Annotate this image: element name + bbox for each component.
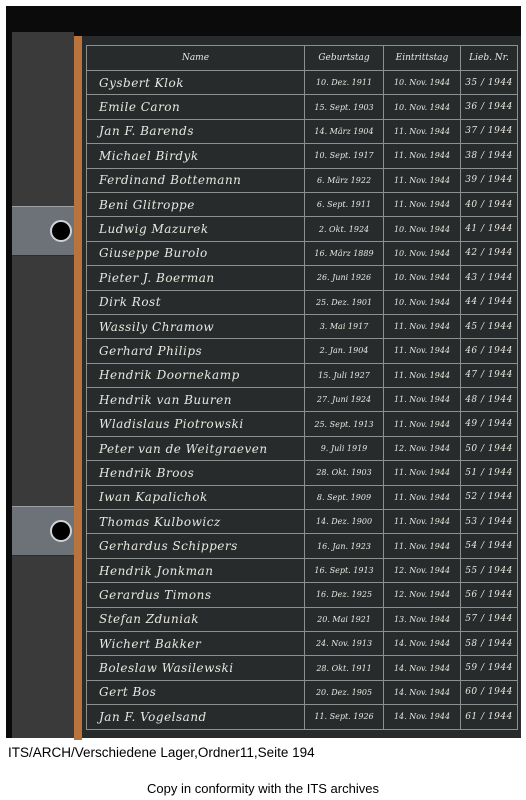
ledger-row — [87, 119, 518, 143]
cell-birth-date: 16. Dez. 1925 — [305, 583, 384, 607]
cell-birth-date: 14. März 1904 — [305, 119, 384, 143]
cell-entry-date: 11. Nov. 1944 — [384, 339, 461, 363]
cell-entry-date: 11. Nov. 1944 — [384, 485, 461, 509]
cell-entry-date: 14. Nov. 1944 — [384, 705, 461, 729]
cell-entry-date: 11. Nov. 1944 — [384, 534, 461, 558]
ledger-header-row — [87, 46, 518, 71]
cell-name: Gerardus Timons — [87, 583, 305, 607]
cell-list-number: 46 / 1944 — [461, 339, 518, 363]
cell-name: Gysbert Klok — [87, 71, 305, 95]
cell-name: Dirk Rost — [87, 290, 305, 314]
ledger-row — [87, 266, 518, 290]
cell-birth-date: 27. Juni 1924 — [305, 388, 384, 412]
cell-entry-date: 11. Nov. 1944 — [384, 388, 461, 412]
cell-name: Stefan Zduniak — [87, 607, 305, 631]
ledger-row — [87, 339, 518, 363]
cell-birth-date: 28. Okt. 1911 — [305, 656, 384, 680]
ledger-row — [87, 436, 518, 460]
cell-entry-date: 10. Nov. 1944 — [384, 241, 461, 265]
cell-entry-date: 10. Nov. 1944 — [384, 266, 461, 290]
document-scan — [6, 6, 521, 738]
cell-birth-date: 11. Sept. 1926 — [305, 705, 384, 729]
cell-name: Gerhardus Schippers — [87, 534, 305, 558]
cell-birth-date: 25. Dez. 1901 — [305, 290, 384, 314]
cell-entry-date: 10. Nov. 1944 — [384, 95, 461, 119]
cell-name: Hendrik Broos — [87, 461, 305, 485]
cell-name: Boleslaw Wasilewski — [87, 656, 305, 680]
cell-name: Gert Bos — [87, 680, 305, 704]
cell-name: Wichert Bakker — [87, 631, 305, 655]
cell-name: Iwan Kapalichok — [87, 485, 305, 509]
cell-name: Thomas Kulbowicz — [87, 510, 305, 534]
cell-list-number: 47 / 1944 — [461, 363, 518, 387]
cell-name: Beni Glitroppe — [87, 192, 305, 216]
cell-list-number: 40 / 1944 — [461, 192, 518, 216]
header-entry-date: Eintrittstag — [384, 46, 461, 71]
ledger-table — [86, 45, 518, 730]
ledger-row — [87, 412, 518, 436]
cell-entry-date: 11. Nov. 1944 — [384, 192, 461, 216]
cell-list-number: 52 / 1944 — [461, 485, 518, 509]
ledger-row — [87, 168, 518, 192]
cell-name: Hendrik Doornekamp — [87, 363, 305, 387]
cell-birth-date: 3. Mai 1917 — [305, 314, 384, 338]
cell-birth-date: 2. Jan. 1904 — [305, 339, 384, 363]
cell-list-number: 45 / 1944 — [461, 314, 518, 338]
cell-entry-date: 11. Nov. 1944 — [384, 314, 461, 338]
cell-name: Emile Caron — [87, 95, 305, 119]
ledger-sheet — [82, 36, 521, 738]
ledger-row — [87, 656, 518, 680]
punch-hole-icon — [50, 520, 72, 542]
cell-list-number: 51 / 1944 — [461, 461, 518, 485]
ledger-row — [87, 314, 518, 338]
cell-list-number: 60 / 1944 — [461, 680, 518, 704]
cell-birth-date: 25. Sept. 1913 — [305, 412, 384, 436]
cell-entry-date: 13. Nov. 1944 — [384, 607, 461, 631]
cell-entry-date: 10. Nov. 1944 — [384, 290, 461, 314]
cell-list-number: 50 / 1944 — [461, 436, 518, 460]
ledger-row — [87, 534, 518, 558]
cell-name: Wladislaus Piotrowski — [87, 412, 305, 436]
cell-birth-date: 10. Sept. 1917 — [305, 144, 384, 168]
cell-birth-date: 26. Juni 1926 — [305, 266, 384, 290]
cell-birth-date: 14. Dez. 1900 — [305, 510, 384, 534]
cell-name: Giuseppe Burolo — [87, 241, 305, 265]
punch-hole-icon — [50, 220, 72, 242]
cell-birth-date: 2. Okt. 1924 — [305, 217, 384, 241]
ledger-row — [87, 290, 518, 314]
ledger-row — [87, 583, 518, 607]
cell-entry-date: 11. Nov. 1944 — [384, 461, 461, 485]
cell-birth-date: 9. Juli 1919 — [305, 436, 384, 460]
binder-board — [12, 32, 74, 738]
cell-entry-date: 12. Nov. 1944 — [384, 558, 461, 582]
cell-entry-date: 12. Nov. 1944 — [384, 583, 461, 607]
cell-entry-date: 11. Nov. 1944 — [384, 119, 461, 143]
cell-birth-date: 16. März 1889 — [305, 241, 384, 265]
ledger-row — [87, 144, 518, 168]
cell-birth-date: 20. Mai 1921 — [305, 607, 384, 631]
cell-name: Peter van de Weitgraeven — [87, 436, 305, 460]
ledger-body — [87, 71, 518, 730]
cell-entry-date: 14. Nov. 1944 — [384, 680, 461, 704]
cell-list-number: 56 / 1944 — [461, 583, 518, 607]
cell-list-number: 54 / 1944 — [461, 534, 518, 558]
header-name: Name — [87, 46, 305, 71]
cell-birth-date: 15. Sept. 1903 — [305, 95, 384, 119]
cell-birth-date: 24. Nov. 1913 — [305, 631, 384, 655]
cell-entry-date: 11. Nov. 1944 — [384, 144, 461, 168]
cell-birth-date: 6. Sept. 1911 — [305, 192, 384, 216]
cell-list-number: 55 / 1944 — [461, 558, 518, 582]
cell-birth-date: 28. Okt. 1903 — [305, 461, 384, 485]
ledger-row — [87, 241, 518, 265]
cell-entry-date: 11. Nov. 1944 — [384, 168, 461, 192]
cell-name: Michael Birdyk — [87, 144, 305, 168]
ledger-row — [87, 558, 518, 582]
cell-list-number: 44 / 1944 — [461, 290, 518, 314]
cell-list-number: 41 / 1944 — [461, 217, 518, 241]
cell-name: Hendrik van Buuren — [87, 388, 305, 412]
cell-entry-date: 11. Nov. 1944 — [384, 363, 461, 387]
ledger-row — [87, 631, 518, 655]
cell-list-number: 43 / 1944 — [461, 266, 518, 290]
cell-list-number: 53 / 1944 — [461, 510, 518, 534]
header-list-number: Lieb. Nr. — [461, 46, 518, 71]
cell-name: Wassily Chramow — [87, 314, 305, 338]
cell-name: Pieter J. Boerman — [87, 266, 305, 290]
ledger-row — [87, 485, 518, 509]
cell-birth-date: 20. Dez. 1905 — [305, 680, 384, 704]
ledger-row — [87, 95, 518, 119]
cell-birth-date: 8. Sept. 1909 — [305, 485, 384, 509]
cell-list-number: 58 / 1944 — [461, 631, 518, 655]
conformity-note: Copy in conformity with the ITS archives — [147, 781, 379, 796]
cell-name: Jan F. Barends — [87, 119, 305, 143]
cell-list-number: 37 / 1944 — [461, 119, 518, 143]
ledger-row — [87, 363, 518, 387]
cell-entry-date: 14. Nov. 1944 — [384, 656, 461, 680]
cell-name: Jan F. Vogelsand — [87, 705, 305, 729]
cell-name: Ferdinand Bottemann — [87, 168, 305, 192]
ledger-row — [87, 192, 518, 216]
cell-entry-date: 14. Nov. 1944 — [384, 631, 461, 655]
ledger-row — [87, 705, 518, 729]
ledger-row — [87, 607, 518, 631]
archive-reference: ITS/ARCH/Verschiedene Lager,Ordner11,Seite 194 — [8, 745, 315, 760]
header-birth-date: Geburtstag — [305, 46, 384, 71]
ledger-row — [87, 461, 518, 485]
cell-list-number: 48 / 1944 — [461, 388, 518, 412]
cell-list-number: 38 / 1944 — [461, 144, 518, 168]
ledger-row — [87, 388, 518, 412]
cell-name: Ludwig Mazurek — [87, 217, 305, 241]
cell-birth-date: 16. Sept. 1913 — [305, 558, 384, 582]
ledger-row — [87, 510, 518, 534]
cell-birth-date: 6. März 1922 — [305, 168, 384, 192]
cell-list-number: 42 / 1944 — [461, 241, 518, 265]
cell-list-number: 39 / 1944 — [461, 168, 518, 192]
cell-entry-date: 10. Nov. 1944 — [384, 71, 461, 95]
ledger-row — [87, 680, 518, 704]
cell-entry-date: 12. Nov. 1944 — [384, 436, 461, 460]
cell-list-number: 36 / 1944 — [461, 95, 518, 119]
cell-entry-date: 11. Nov. 1944 — [384, 510, 461, 534]
cell-list-number: 57 / 1944 — [461, 607, 518, 631]
cell-birth-date: 15. Juli 1927 — [305, 363, 384, 387]
ledger-row — [87, 71, 518, 95]
cell-list-number: 49 / 1944 — [461, 412, 518, 436]
cell-list-number: 59 / 1944 — [461, 656, 518, 680]
cell-list-number: 35 / 1944 — [461, 71, 518, 95]
page-edge-strip — [74, 36, 82, 740]
cell-list-number: 61 / 1944 — [461, 705, 518, 729]
cell-name: Gerhard Philips — [87, 339, 305, 363]
cell-birth-date: 10. Dez. 1911 — [305, 71, 384, 95]
ledger-row — [87, 217, 518, 241]
cell-name: Hendrik Jonkman — [87, 558, 305, 582]
cell-entry-date: 11. Nov. 1944 — [384, 412, 461, 436]
cell-birth-date: 16. Jan. 1923 — [305, 534, 384, 558]
cell-entry-date: 10. Nov. 1944 — [384, 217, 461, 241]
